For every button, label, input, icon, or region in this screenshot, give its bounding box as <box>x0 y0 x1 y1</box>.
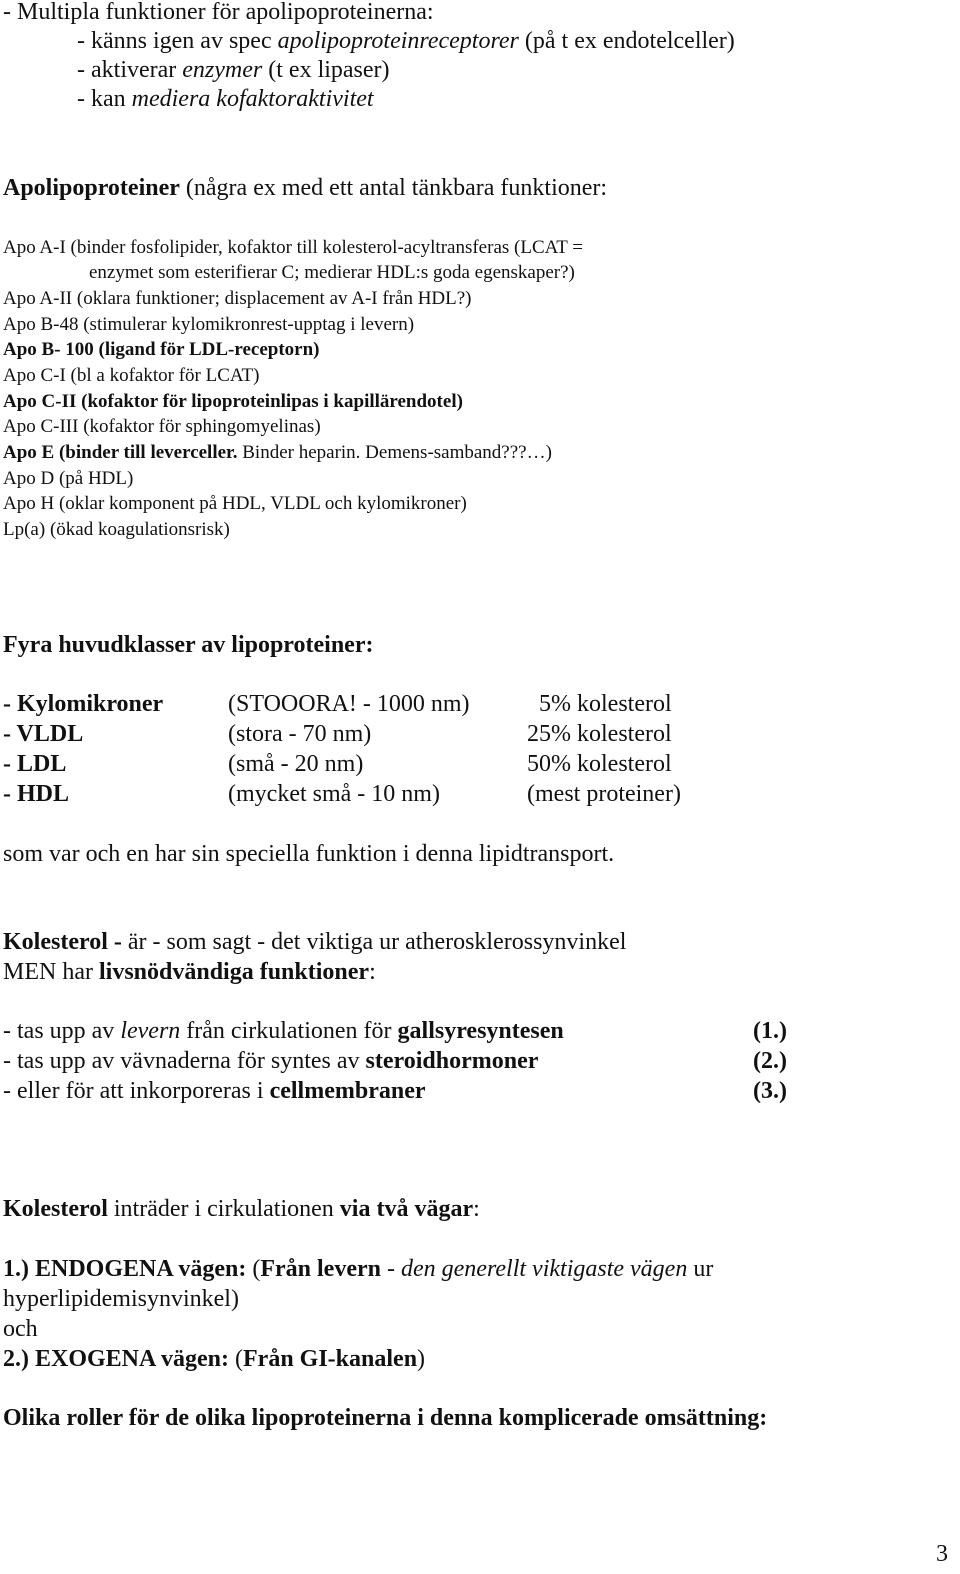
text: - <box>380 1256 401 1282</box>
bold-text: 1.) ENDOGENA vägen: <box>3 1256 247 1282</box>
class-cholesterol: 50% kolesterol <box>527 751 672 777</box>
text: MEN har <box>3 959 99 985</box>
text: - tas upp av vävnaderna för syntes av <box>3 1048 366 1074</box>
class-size: (STOOORA! - 1000 nm) <box>228 691 470 717</box>
class-cholesterol: (mest proteiner) <box>527 781 681 807</box>
apo-heading <box>3 173 607 203</box>
class-name: - HDL <box>3 781 69 807</box>
text: ( <box>246 1256 261 1282</box>
italic-text: den generellt viktigaste vägen <box>400 1256 688 1282</box>
page-number: 3 <box>936 1541 948 1567</box>
text: från cirkulationen för <box>180 1018 398 1044</box>
function-item <box>3 1016 564 1046</box>
heading-bold: Apolipoproteiner <box>3 175 180 201</box>
text: ur <box>687 1256 714 1282</box>
final-heading: Olika roller för de olika lipoproteinerna i denna komplicerade omsättning: <box>3 1405 768 1431</box>
class-cholesterol: 5% kolesterol <box>539 691 672 717</box>
text: - tas upp av <box>3 1018 121 1044</box>
italic-term: mediera kofaktoraktivitet <box>131 86 374 112</box>
lp-a: Lp(a) (ökad koagulationsrisk) <box>3 519 230 540</box>
class-name: - LDL <box>3 751 67 777</box>
endogenous-pathway-cont: hyperlipidemisynvinkel) <box>3 1286 239 1312</box>
apo-e <box>3 440 552 465</box>
intro-item <box>77 55 390 85</box>
text: (t ex lipaser) <box>262 57 390 83</box>
class-size: (mycket små - 10 nm) <box>228 781 440 807</box>
apo-h: Apo H (oklar komponent på HDL, VLDL och kylomikroner) <box>3 493 467 514</box>
heading-rest: (några ex med ett antal tänkbara funktioner: <box>179 175 608 201</box>
apo-b48: Apo B-48 (stimulerar kylomikronrest-upptag i levern) <box>3 314 415 335</box>
intro-title: - Multipla funktioner för apolipoproteinerna: <box>3 0 434 25</box>
function-item <box>3 1076 426 1106</box>
class-cholesterol: 25% kolesterol <box>527 721 672 747</box>
bold-text: Kolesterol - <box>3 929 122 955</box>
bold-term: steroidhormoner <box>365 1048 539 1074</box>
class-size: (små - 20 nm) <box>228 751 364 777</box>
text: inträder i cirkulationen <box>107 1196 340 1222</box>
bold-text: via två vägar <box>339 1196 474 1222</box>
italic-term: enzymer <box>182 57 263 83</box>
apo-c1: Apo C-I (bl a kofaktor för LCAT) <box>3 365 260 386</box>
bold-term: cellmembraner <box>269 1078 426 1104</box>
intro-item <box>77 26 735 56</box>
text: är - som sagt - det viktiga ur atherosklerossynvinkel <box>121 929 627 955</box>
italic-term: apolipoproteinreceptorer <box>277 28 519 54</box>
text: ( <box>229 1346 244 1372</box>
apo-d: Apo D (på HDL) <box>3 468 134 489</box>
apo-a2: Apo A-II (oklara funktioner; displacement av A-I från HDL?) <box>3 288 472 309</box>
class-size: (stora - 70 nm) <box>228 721 372 747</box>
text: - eller för att inkorporeras i <box>3 1078 270 1104</box>
och-text: och <box>3 1316 38 1342</box>
endogenous-pathway <box>3 1254 713 1284</box>
text: (på t ex endotelceller) <box>518 28 735 54</box>
function-number: (2.) <box>753 1048 787 1074</box>
kolesterol-line2 <box>3 957 376 987</box>
text: : <box>369 959 376 985</box>
text: ) <box>417 1346 426 1372</box>
classes-heading: Fyra huvudklasser av lipoproteiner: <box>3 632 374 658</box>
bold-text: livsnödvändiga funktioner <box>98 959 370 985</box>
apo-a1: Apo A-I (binder fosfolipider, kofaktor till kolesterol-acyltransferas (LCAT = <box>3 237 583 258</box>
apo-c2: Apo C-II (kofaktor för lipoproteinlipas i kapillärendotel) <box>3 391 463 412</box>
text: : <box>473 1196 480 1222</box>
function-item <box>3 1046 538 1076</box>
text: - aktiverar <box>77 57 183 83</box>
pathways-heading <box>3 1194 480 1224</box>
intro-item <box>77 84 374 114</box>
bold-text: 2.) EXOGENA vägen: <box>3 1346 230 1372</box>
class-name: - Kylomikroner <box>3 691 164 717</box>
bold-text: Från levern <box>260 1256 381 1282</box>
apo-b100: Apo B- 100 (ligand för LDL-receptorn) <box>3 339 320 360</box>
bold-term: gallsyresyntesen <box>397 1018 564 1044</box>
kolesterol-line1 <box>3 927 626 957</box>
classes-after: som var och en har sin speciella funktion i denna lipidtransport. <box>3 841 615 867</box>
italic-term: levern <box>120 1018 181 1044</box>
intro-line <box>3 0 434 27</box>
exogenous-pathway <box>3 1344 425 1374</box>
function-number: (3.) <box>753 1078 787 1104</box>
bold-text: Från GI-kanalen <box>243 1346 418 1372</box>
text: - känns igen av spec <box>77 28 278 54</box>
apo-e-rest: Binder heparin. Demens-samband???…) <box>237 442 552 463</box>
function-number: (1.) <box>753 1018 787 1044</box>
bold-text: Kolesterol <box>3 1196 108 1222</box>
text: - kan <box>77 86 132 112</box>
apo-c3: Apo C-III (kofaktor för sphingomyelinas) <box>3 416 321 437</box>
class-name: - VLDL <box>3 721 84 747</box>
apo-a1-cont: enzymet som esterifierar C; medierar HDL:s goda egenskaper?) <box>89 262 575 283</box>
apo-e-bold: Apo E (binder till leverceller. <box>3 442 238 463</box>
